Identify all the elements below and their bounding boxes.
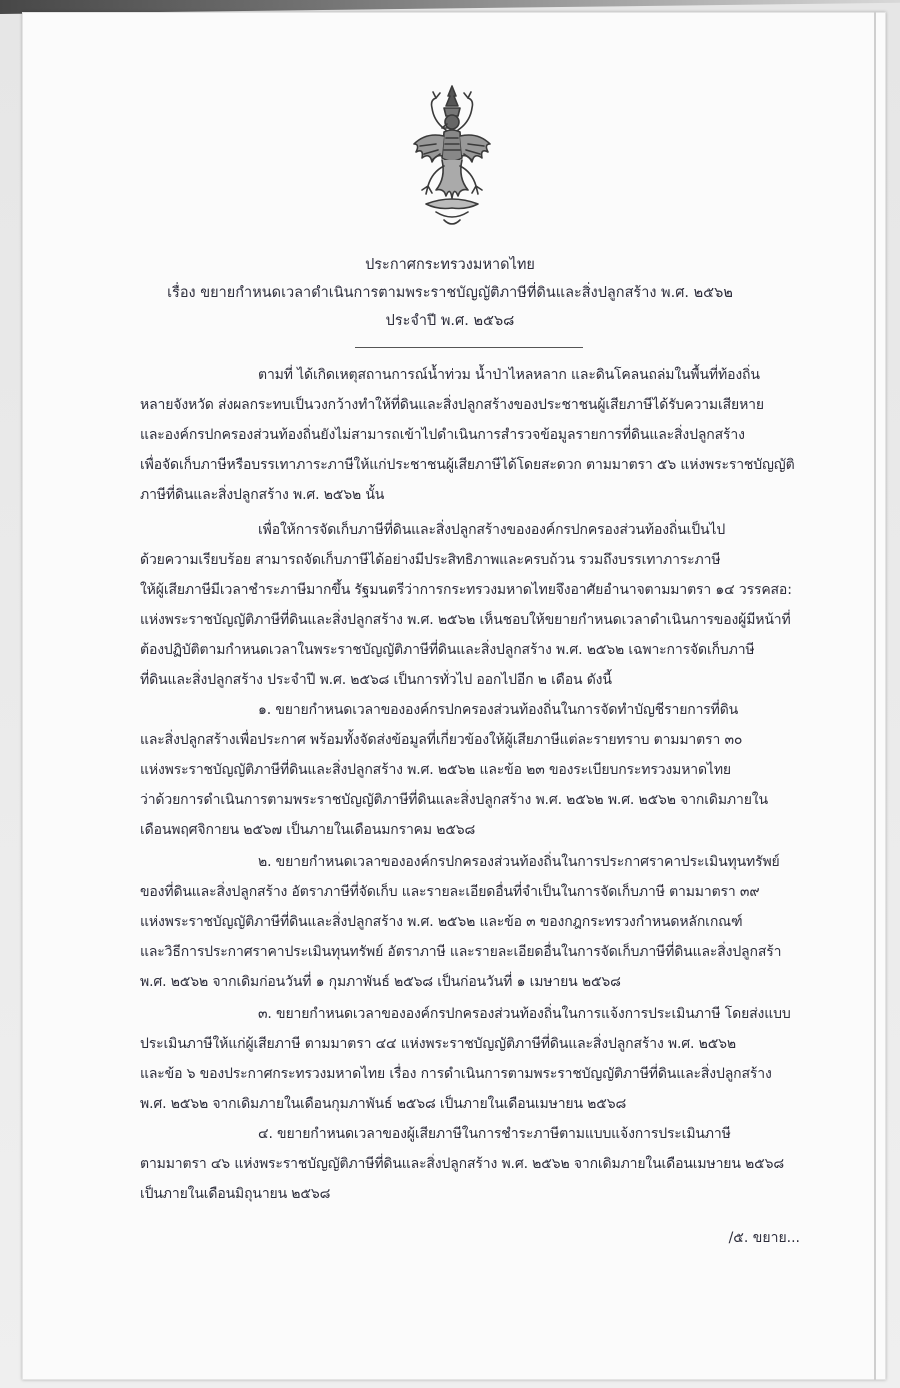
paragraph-line: เป็นภายในเดือนมิถุนายน ๒๕๖๘ [140, 1186, 331, 1202]
paragraph-line: และวิธีการประกาศราคาประเมินทุนทรัพย์ อัตราภาษี และรายละเอียดอื่นในการจัดเก็บภาษีที่ดินและสิ่งปลูกสร้า [140, 944, 782, 960]
announcement-subject: เรื่อง ขยายกำหนดเวลาดำเนินการตามพระราชบัญญัติภาษีที่ดินและสิ่งปลูกสร้าง พ.ศ. ๒๕๖๒ [167, 285, 733, 301]
garuda-emblem-icon [406, 82, 498, 232]
paragraph-line: เพื่อให้การจัดเก็บภาษีที่ดินและสิ่งปลูกสร้างขององค์กรปกครองส่วนท้องถิ่นเป็นไป [258, 522, 726, 538]
paragraph-line: แห่งพระราชบัญญัติภาษีที่ดินและสิ่งปลูกสร้าง พ.ศ. ๒๕๖๒ เห็นชอบให้ขยายกำหนดเวลาดำเนินการของผู้มีหน้าที่ [140, 612, 791, 628]
paragraph-line: เพื่อจัดเก็บภาษีหรือบรรเทาภาระภาษีให้แก่ประชาชนผู้เสียภาษีได้โดยสะดวก ตามมาตรา ๕๖ แห่งพระราชบัญญัติ [140, 457, 795, 473]
paragraph-line: ด้วยความเรียบร้อย สามารถจัดเก็บภาษีได้อย่างมีประสิทธิภาพและครบถ้วน รวมถึงบรรเทาภาระภาษี [140, 552, 721, 568]
paragraph-line: ต้องปฏิบัติตามกำหนดเวลาในพระราชบัญญัติภาษีที่ดินและสิ่งปลูกสร้าง พ.ศ. ๒๕๖๒ เฉพาะการจัดเก็บภาษี [140, 642, 755, 658]
paragraph-line: พ.ศ. ๒๕๖๒ จากเดิมก่อนวันที่ ๑ กุมภาพันธ์ ๒๕๖๘ เป็นก่อนวันที่ ๑ เมษายน ๒๕๖๘ [140, 974, 621, 990]
paragraph-line: ประเมินภาษีให้แก่ผู้เสียภาษี ตามมาตรา ๔๔ แห่งพระราชบัญญัติภาษีที่ดินและสิ่งปลูกสร้าง พ.ศ. ๒๕๖๒ [140, 1036, 736, 1052]
paragraph-line: ๓. ขยายกำหนดเวลาขององค์กรปกครองส่วนท้องถิ่นในการแจ้งการประเมินภาษี โดยส่งแบบ [258, 1006, 791, 1022]
paragraph-line: ว่าด้วยการดำเนินการตามพระราชบัญญัติภาษีที่ดินและสิ่งปลูกสร้าง พ.ศ. ๒๕๖๒ พ.ศ. ๒๕๖๒ จากเดิมภายใน [140, 792, 768, 808]
title-divider [355, 347, 583, 348]
paragraph-line: แห่งพระราชบัญญัติภาษีที่ดินและสิ่งปลูกสร้าง พ.ศ. ๒๕๖๒ และข้อ ๒๓ ของระเบียบกระทรวงมหาดไทย [140, 762, 731, 778]
paragraph-line: ตามที่ ได้เกิดเหตุสถานการณ์น้ำท่วม น้ำป่าไหลหลาก และดินโคลนถล่มในพื้นที่ท้องถิ่น [258, 367, 760, 383]
announcement-year: ประจำปี พ.ศ. ๒๕๖๘ [385, 313, 515, 329]
paragraph-line: แห่งพระราชบัญญัติภาษีที่ดินและสิ่งปลูกสร้าง พ.ศ. ๒๕๖๒ และข้อ ๓ ของกฎกระทรวงกำหนดหลักเกณฑ์ [140, 914, 743, 930]
paragraph-line: ภาษีที่ดินและสิ่งปลูกสร้าง พ.ศ. ๒๕๖๒ นั้น [140, 487, 385, 503]
paragraph-line: พ.ศ. ๒๕๖๒ จากเดิมภายในเดือนกุมภาพันธ์ ๒๕๖๘ เป็นภายในเดือนเมษายน ๒๕๖๘ [140, 1096, 627, 1112]
paragraph-line: ของที่ดินและสิ่งปลูกสร้าง อัตราภาษีที่จัดเก็บ และรายละเอียดอื่นที่จำเป็นในการจัดเก็บภาษี ตามมาตรา ๓๙ [140, 884, 760, 900]
paragraph-line: และข้อ ๖ ของประกาศกระทรวงมหาดไทย เรื่อง การดำเนินการตามพระราชบัญญัติภาษีที่ดินและสิ่งปลูกสร้าง [140, 1066, 772, 1082]
paragraph-line: ตามมาตรา ๔๖ แห่งพระราชบัญญัติภาษีที่ดินและสิ่งปลูกสร้าง พ.ศ. ๒๕๖๒ จากเดิมภายในเดือนเมษายน ๒๕๖๘ [140, 1156, 784, 1172]
paragraph-line: และองค์กรปกครองส่วนท้องถิ่นยังไม่สามารถเข้าไปดำเนินการสำรวจข้อมูลรายการที่ดินและสิ่งปลูกสร้าง [140, 427, 745, 443]
paragraph-line: หลายจังหวัด ส่งผลกระทบเป็นวงกว้างทำให้ที่ดินและสิ่งปลูกสร้างของประชาชนผู้เสียภาษีได้รับความเสียหาย [140, 397, 764, 413]
paragraph-line: ๒. ขยายกำหนดเวลาขององค์กรปกครองส่วนท้องถิ่นในการประกาศราคาประเมินทุนทรัพย์ [258, 854, 780, 870]
paragraph-line: ๑. ขยายกำหนดเวลาขององค์กรปกครองส่วนท้องถิ่นในการจัดทำบัญชีรายการที่ดิน [258, 702, 739, 718]
paragraph-line: ให้ผู้เสียภาษีมีเวลาชำระภาษีมากขึ้น รัฐมนตรีว่าการกระทรวงมหาดไทยจึงอาศัยอำนาจตามมาตรา ๑๔ วรรคสอ: [140, 582, 792, 598]
announcement-title: ประกาศกระทรวงมหาดไทย [365, 257, 535, 273]
paragraph-line: ที่ดินและสิ่งปลูกสร้าง ประจำปี พ.ศ. ๒๕๖๘ เป็นการทั่วไป ออกไปอีก ๒ เดือน ดังนี้ [140, 672, 612, 688]
continuation-marker: /๕. ขยาย... [728, 1230, 800, 1246]
paragraph-line: เดือนพฤศจิกายน ๒๕๖๗ เป็นภายในเดือนมกราคม ๒๕๖๘ [140, 822, 476, 838]
paragraph-line: ๔. ขยายกำหนดเวลาของผู้เสียภาษีในการชำระภาษีตามแบบแจ้งการประเมินภาษี [258, 1126, 731, 1142]
paragraph-line: และสิ่งปลูกสร้างเพื่อประกาศ พร้อมทั้งจัดส่งข้อมูลที่เกี่ยวข้องให้ผู้เสียภาษีแต่ละรายทราบ ตามมาตรา ๓๐ [140, 732, 743, 748]
